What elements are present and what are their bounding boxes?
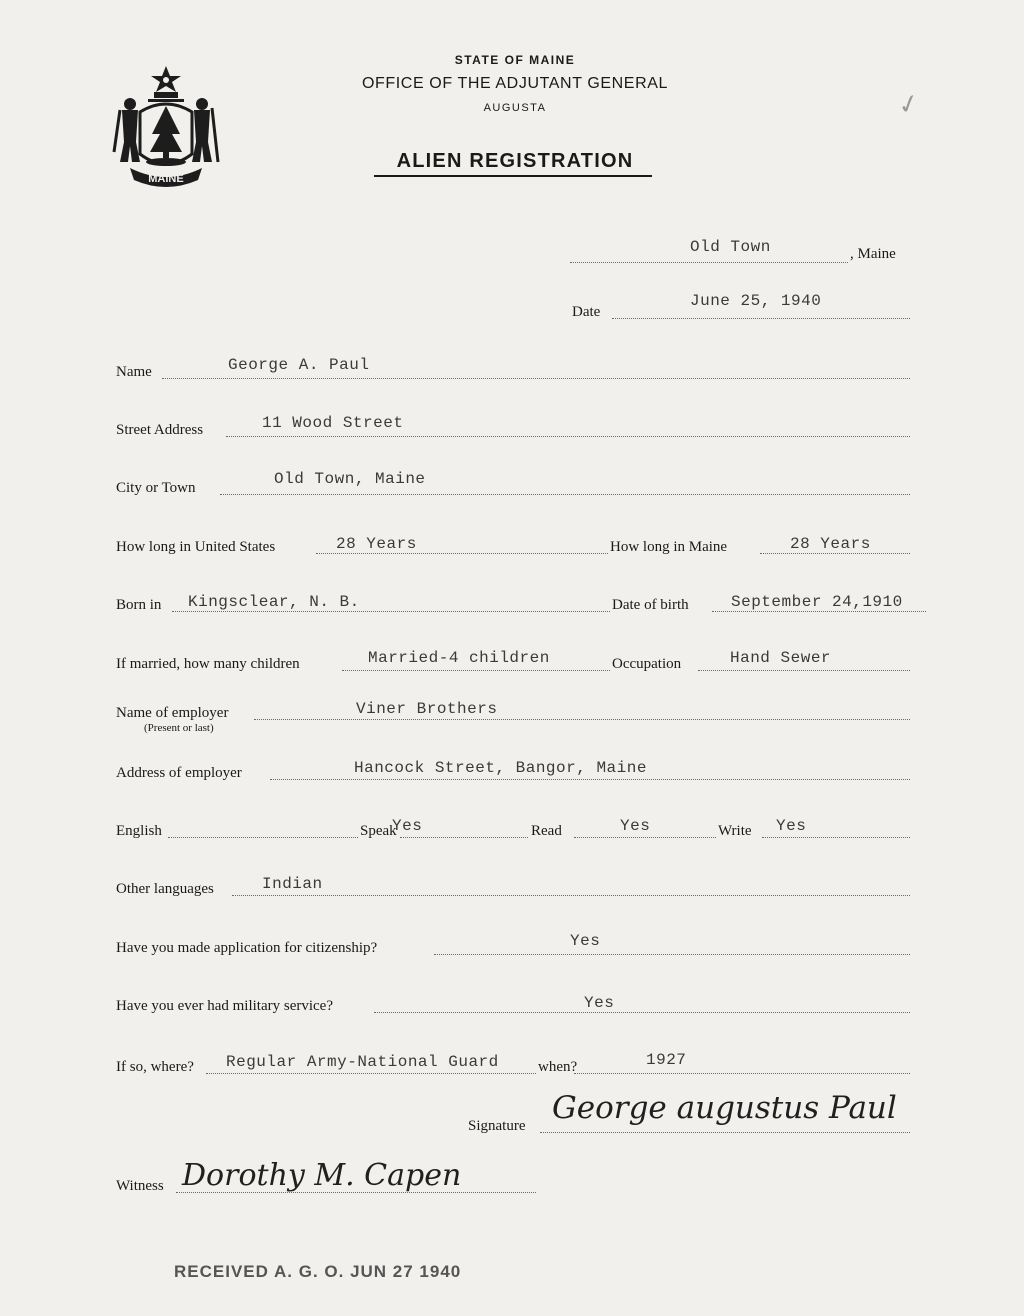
occupation-line <box>698 670 910 671</box>
born-line <box>172 611 610 612</box>
date-value: June 25, 1940 <box>690 292 822 310</box>
born-label: Born in <box>116 597 162 613</box>
maine-duration-line <box>760 553 910 554</box>
dob-value: September 24,1910 <box>731 593 903 611</box>
write-value: Yes <box>776 817 807 835</box>
employer-label: Name of employer <box>116 705 229 721</box>
where-value: Regular Army-National Guard <box>226 1053 499 1071</box>
english-label: English <box>116 823 162 839</box>
city-value: Old Town, Maine <box>274 470 426 488</box>
title-underline <box>374 175 652 177</box>
us-duration-line <box>316 553 608 554</box>
other-languages-label: Other languages <box>116 881 214 897</box>
street-value: 11 Wood Street <box>262 414 404 432</box>
dob-label: Date of birth <box>612 597 689 613</box>
read-value: Yes <box>620 817 651 835</box>
occupation-value: Hand Sewer <box>730 649 832 667</box>
when-line <box>574 1073 910 1074</box>
where-line <box>206 1073 536 1074</box>
military-line <box>374 1012 910 1013</box>
citizenship-line <box>434 954 910 955</box>
maine-state-seal-icon <box>110 62 222 190</box>
born-value: Kingsclear, N. B. <box>188 593 360 611</box>
witness-label: Witness <box>116 1178 164 1194</box>
employer-address-value: Hancock Street, Bangor, Maine <box>354 759 647 777</box>
dob-line <box>712 611 926 612</box>
employer-sublabel: (Present or last) <box>144 722 214 734</box>
read-line <box>574 837 716 838</box>
name-value: George A. Paul <box>228 356 370 374</box>
street-label: Street Address <box>116 422 204 438</box>
children-value: Married-4 children <box>368 649 550 667</box>
where-label: If so, where? <box>116 1059 194 1075</box>
employer-address-line <box>270 779 910 780</box>
witness-signature: Dorothy M. Capen <box>182 1158 462 1193</box>
city-line <box>220 494 910 495</box>
town-line <box>570 262 848 263</box>
city-label: City or Town <box>116 480 196 496</box>
speak-value: Yes <box>392 817 423 835</box>
name-line <box>162 378 910 379</box>
town-value: Old Town <box>690 238 771 256</box>
write-label: Write <box>718 823 752 839</box>
english-line <box>168 837 358 838</box>
svg-text:MAINE: MAINE <box>148 173 184 185</box>
street-line <box>226 436 910 437</box>
us-duration-label: How long in United States <box>116 539 276 555</box>
write-line <box>762 837 910 838</box>
children-line <box>342 670 610 671</box>
check-mark-icon: ✓ <box>894 87 924 123</box>
other-languages-value: Indian <box>262 875 323 893</box>
form-title: ALIEN REGISTRATION <box>396 150 634 172</box>
employer-address-label: Address of employer <box>116 765 242 781</box>
military-value: Yes <box>584 994 615 1012</box>
date-label: Date <box>572 304 601 320</box>
state-heading: STATE OF MAINE <box>454 53 576 67</box>
employer-value: Viner Brothers <box>356 700 498 718</box>
signature-line <box>540 1132 910 1133</box>
city-heading: AUGUSTA <box>483 102 547 114</box>
citizenship-value: Yes <box>570 932 601 950</box>
other-languages-line <box>232 895 910 896</box>
us-duration-value: 28 Years <box>336 535 417 553</box>
signature-label: Signature <box>468 1118 526 1134</box>
when-value: 1927 <box>646 1051 687 1069</box>
applicant-signature: George augustus Paul <box>552 1090 897 1126</box>
military-label: Have you ever had military service? <box>116 998 333 1014</box>
read-label: Read <box>531 823 562 839</box>
children-label: If married, how many children <box>116 656 300 672</box>
town-suffix: , Maine <box>850 246 896 262</box>
maine-duration-value: 28 Years <box>790 535 871 553</box>
employer-line <box>254 719 910 720</box>
speak-line <box>400 837 528 838</box>
occupation-label: Occupation <box>612 656 682 672</box>
speak-label: Speak <box>360 823 397 839</box>
when-label: when? <box>538 1059 578 1075</box>
maine-duration-label: How long in Maine <box>610 539 728 555</box>
received-stamp: RECEIVED A. G. O. JUN 27 1940 <box>174 1262 462 1281</box>
citizenship-label: Have you made application for citizenship? <box>116 940 378 956</box>
office-heading: OFFICE OF THE ADJUTANT GENERAL <box>361 75 669 92</box>
date-line <box>612 318 910 319</box>
name-label: Name <box>116 364 152 380</box>
